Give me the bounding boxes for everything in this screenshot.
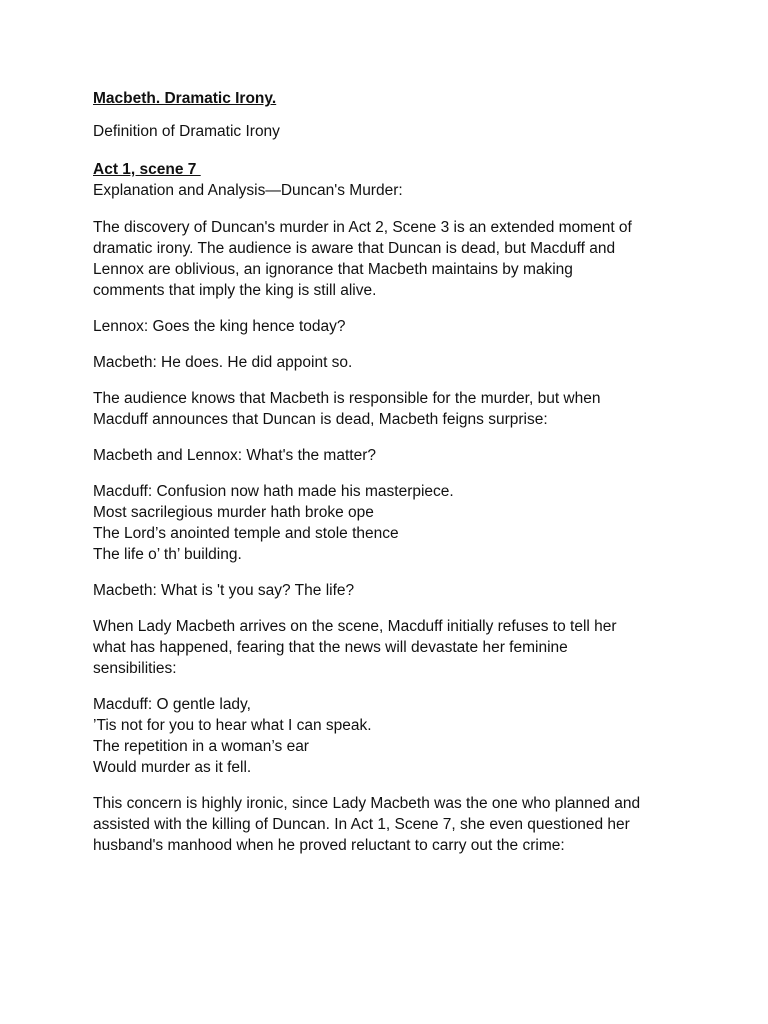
paragraph <box>93 217 693 301</box>
text-line: Macduff: Confusion now hath made his masterpiece. <box>93 483 454 500</box>
text-line: Macbeth and Lennox: What's the matter? <box>93 447 376 464</box>
text-line: assisted with the killing of Duncan. In Act 1, Scene 7, she even questioned her <box>93 816 630 833</box>
paragraph <box>93 388 693 430</box>
explanation-heading: Explanation and Analysis—Duncan's Murder: <box>93 182 403 199</box>
paragraph <box>93 694 693 778</box>
text-line: ’Tis not for you to hear what I can speak. <box>93 717 372 734</box>
text-line: The audience knows that Macbeth is responsible for the murder, but when <box>93 390 601 407</box>
paragraph <box>93 616 693 679</box>
paragraph <box>93 445 693 466</box>
paragraph <box>93 481 693 565</box>
text-line: Most sacrilegious murder hath broke ope <box>93 504 374 521</box>
text-line: The life o’ th’ building. <box>93 546 242 563</box>
paragraph <box>93 793 693 856</box>
paragraph <box>93 580 693 601</box>
paragraph-list <box>93 217 693 856</box>
text-line: Lennox are oblivious, an ignorance that Macbeth maintains by making <box>93 261 573 278</box>
document-page <box>93 88 693 871</box>
text-line: This concern is highly ironic, since Lady Macbeth was the one who planned and <box>93 795 641 812</box>
text-line: dramatic irony. The audience is aware that Duncan is dead, but Macduff and <box>93 240 616 257</box>
text-line: Macbeth: What is 't you say? The life? <box>93 582 355 599</box>
paragraph <box>93 352 693 373</box>
document-subtitle: Definition of Dramatic Irony <box>93 123 280 140</box>
text-line: The repetition in a woman’s ear <box>93 738 309 755</box>
act-heading: Act 1, scene 7 <box>93 161 201 178</box>
text-line: sensibilities: <box>93 660 177 677</box>
text-line: The discovery of Duncan's murder in Act 2, Scene 3 is an extended moment of <box>93 219 632 236</box>
text-line: what has happened, fearing that the news will devastate her feminine <box>93 639 568 656</box>
text-line: husband's manhood when he proved reluctant to carry out the crime: <box>93 837 565 854</box>
text-line: Macbeth: He does. He did appoint so. <box>93 354 353 371</box>
document-title: Macbeth. Dramatic Irony. <box>93 90 277 107</box>
text-line: Lennox: Goes the king hence today? <box>93 318 346 335</box>
text-line: Macduff announces that Duncan is dead, Macbeth feigns surprise: <box>93 411 548 428</box>
text-line: Would murder as it fell. <box>93 759 252 776</box>
text-line: When Lady Macbeth arrives on the scene, Macduff initially refuses to tell her <box>93 618 617 635</box>
text-line: Macduff: O gentle lady, <box>93 696 251 713</box>
paragraph <box>93 316 693 337</box>
text-line: The Lord’s anointed temple and stole thence <box>93 525 399 542</box>
text-line: comments that imply the king is still alive. <box>93 282 377 299</box>
